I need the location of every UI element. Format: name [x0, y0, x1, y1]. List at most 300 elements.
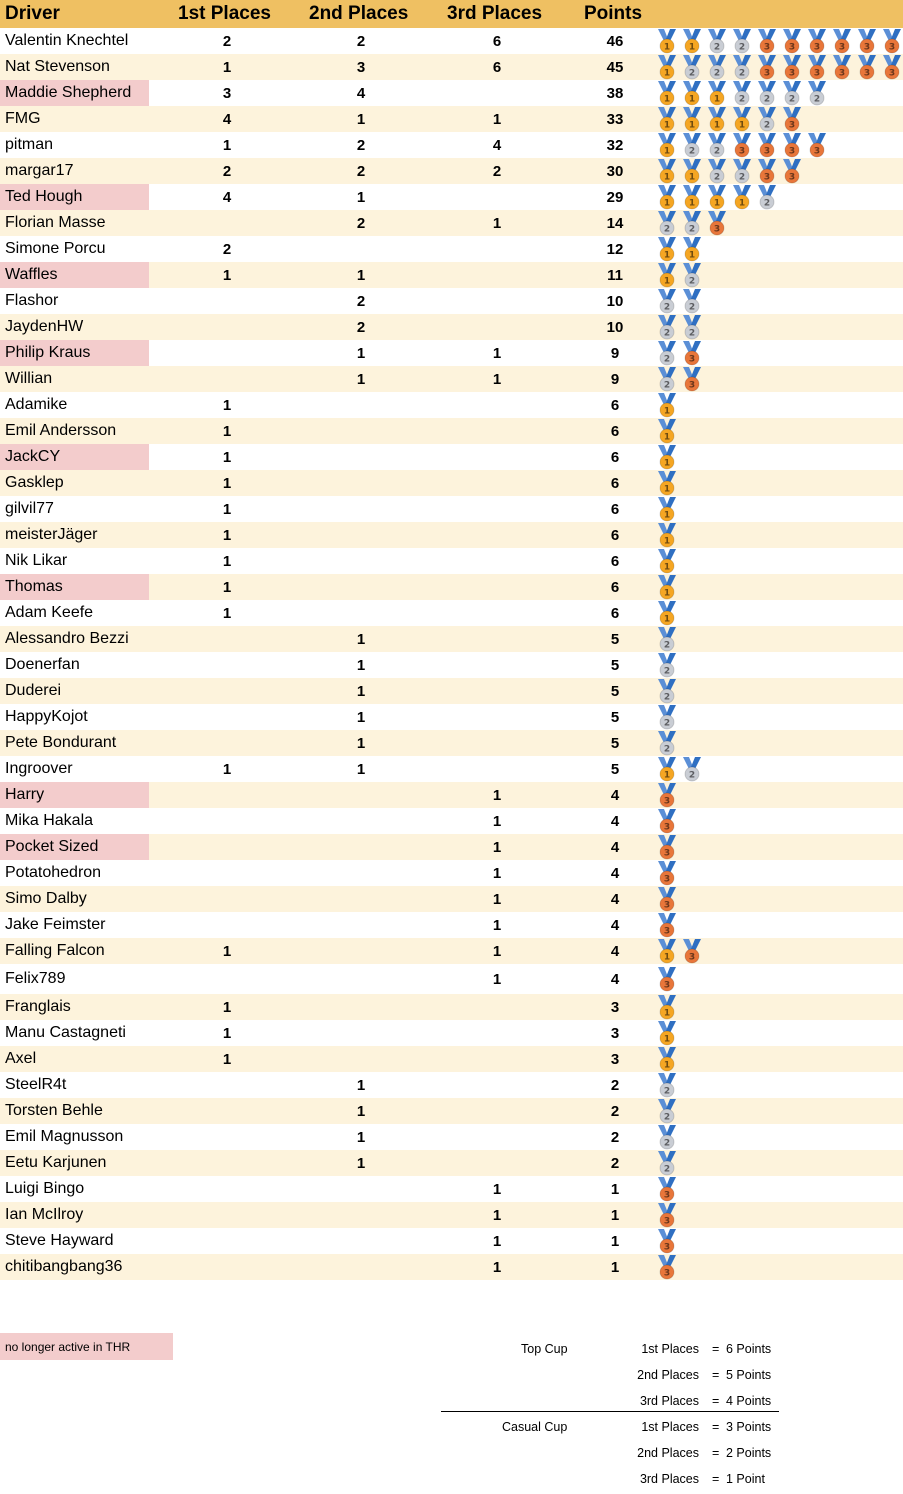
svg-text:3: 3 [663, 796, 671, 807]
silver-medal-icon [655, 1124, 680, 1150]
medal-list [655, 808, 680, 834]
silver-medal-icon [805, 80, 830, 106]
driver-name: Gasklep [5, 474, 64, 491]
first-places-count [197, 652, 257, 678]
driver-name: Steve Hayward [5, 1232, 114, 1249]
gold-medal-icon [680, 80, 705, 106]
svg-text:3: 3 [838, 68, 846, 79]
silver-medal-icon [655, 340, 680, 366]
silver-medal-icon [680, 132, 705, 158]
driver-name: Maddie Shepherd [0, 80, 149, 106]
first-places-count: 1 [222, 266, 232, 284]
table-row [0, 106, 903, 132]
driver-name: Ted Hough [0, 184, 149, 210]
silver-medal-icon [680, 54, 705, 80]
driver-name: pitman [5, 136, 54, 153]
casual-cup-points-2: 2 Points [726, 1446, 772, 1460]
second-places-count [331, 860, 391, 886]
svg-text:1: 1 [713, 94, 721, 105]
points-total: 4 [610, 890, 620, 908]
gold-medal-icon [655, 54, 680, 80]
casual-cup-place-1: 1st Places [641, 1420, 699, 1434]
first-places-count: 1 [222, 942, 232, 960]
second-places-count [331, 1228, 391, 1254]
table-row [0, 678, 903, 704]
first-places-count: 1 [222, 1024, 232, 1042]
medal-list [655, 158, 805, 184]
second-places-count [331, 574, 391, 600]
third-places-count [467, 522, 527, 548]
third-places-count: 1 [492, 786, 502, 804]
first-places-count: 1 [222, 58, 232, 76]
driver-name: Ingroover [5, 760, 73, 777]
casual-cup-place-2: 2nd Places [637, 1446, 699, 1460]
inactive-legend-label: no longer active in THR [5, 1339, 131, 1354]
svg-text:3: 3 [663, 874, 671, 885]
points-total: 2 [610, 1076, 620, 1094]
table-row [0, 704, 903, 730]
first-places-count: 1 [222, 526, 232, 544]
first-places-count: 1 [222, 474, 232, 492]
divider [441, 1411, 779, 1412]
first-places-count: 1 [222, 1050, 232, 1068]
first-places-count: 1 [222, 604, 232, 622]
bronze-medal-icon [655, 782, 680, 808]
gold-medal-icon [680, 184, 705, 210]
svg-text:2: 2 [663, 1164, 671, 1175]
table-row [0, 28, 903, 54]
points-total: 33 [606, 110, 624, 128]
svg-text:2: 2 [688, 146, 696, 157]
svg-text:2: 2 [688, 302, 696, 313]
svg-text:1: 1 [688, 250, 696, 261]
third-places-count [467, 548, 527, 574]
points-total: 32 [606, 136, 624, 154]
header-points: Points [584, 3, 643, 24]
gold-medal-icon [655, 106, 680, 132]
points-total: 5 [610, 682, 620, 700]
second-places-count: 1 [356, 734, 366, 752]
driver-name: Luigi Bingo [5, 1180, 85, 1197]
svg-text:3: 3 [838, 42, 846, 53]
medal-list [655, 548, 680, 574]
points-total: 45 [606, 58, 624, 76]
table-row [0, 652, 903, 678]
medal-list [655, 782, 680, 808]
silver-medal-icon [705, 28, 730, 54]
points-total: 6 [610, 500, 620, 518]
bronze-medal-icon [655, 1228, 680, 1254]
gold-medal-icon [655, 236, 680, 262]
second-places-count: 2 [356, 162, 366, 180]
driver-name: HappyKojot [5, 708, 88, 725]
svg-text:3: 3 [663, 1268, 671, 1279]
medal-list [655, 652, 680, 678]
equals-sign: = [712, 1368, 720, 1382]
casual-cup-points-1: 3 Points [726, 1420, 772, 1434]
gold-medal-icon [680, 236, 705, 262]
medal-list [655, 80, 830, 106]
svg-text:2: 2 [663, 224, 671, 235]
svg-text:2: 2 [663, 744, 671, 755]
gold-medal-icon [655, 1046, 680, 1072]
svg-text:1: 1 [663, 588, 671, 599]
svg-text:2: 2 [663, 354, 671, 365]
points-total: 5 [610, 760, 620, 778]
table-row [0, 1072, 903, 1098]
second-places-count [331, 418, 391, 444]
silver-medal-icon [705, 158, 730, 184]
svg-text:3: 3 [763, 68, 771, 79]
svg-text:2: 2 [663, 718, 671, 729]
bronze-medal-icon [780, 158, 805, 184]
gold-medal-icon [655, 496, 680, 522]
third-places-count [467, 288, 527, 314]
driver-name: Falling Falcon [5, 942, 105, 959]
table-row [0, 834, 903, 860]
gold-medal-icon [655, 938, 680, 964]
svg-text:1: 1 [663, 146, 671, 157]
top-cup-label: Top Cup [521, 1342, 568, 1356]
top-cup-place-2: 2nd Places [637, 1368, 699, 1382]
first-places-count: 1 [222, 998, 232, 1016]
gold-medal-icon [655, 994, 680, 1020]
points-total: 4 [610, 942, 620, 960]
bronze-medal-icon [730, 132, 755, 158]
third-places-count [467, 626, 527, 652]
equals-sign: = [712, 1472, 720, 1486]
gold-medal-icon [655, 262, 680, 288]
second-places-count [331, 964, 391, 994]
silver-medal-icon [655, 704, 680, 730]
driver-name: Harry [0, 782, 149, 808]
medal-list [655, 496, 680, 522]
points-total: 38 [606, 84, 624, 102]
points-total: 5 [610, 734, 620, 752]
svg-text:1: 1 [663, 770, 671, 781]
third-places-count [467, 236, 527, 262]
medal-list [655, 314, 705, 340]
points-total: 6 [610, 604, 620, 622]
second-places-count: 2 [356, 318, 366, 336]
svg-text:1: 1 [663, 406, 671, 417]
svg-text:3: 3 [663, 1216, 671, 1227]
bronze-medal-icon [755, 132, 780, 158]
medal-list [655, 574, 680, 600]
second-places-count: 1 [356, 110, 366, 128]
bronze-medal-icon [655, 1176, 680, 1202]
svg-text:2: 2 [713, 172, 721, 183]
points-total: 2 [610, 1154, 620, 1172]
svg-text:3: 3 [788, 68, 796, 79]
svg-text:2: 2 [713, 68, 721, 79]
third-places-count [467, 1124, 527, 1150]
points-total: 1 [610, 1258, 620, 1276]
driver-name: Emil Magnusson [5, 1128, 124, 1145]
medal-list [655, 886, 680, 912]
driver-name: Willian [5, 370, 53, 387]
points-total: 46 [606, 32, 624, 50]
second-places-count [331, 548, 391, 574]
svg-text:2: 2 [663, 328, 671, 339]
casual-cup-place-3: 3rd Places [639, 1472, 699, 1486]
first-places-count: 3 [222, 84, 232, 102]
gold-medal-icon [655, 132, 680, 158]
bronze-medal-icon [655, 1254, 680, 1280]
medal-list [655, 1254, 680, 1280]
svg-text:2: 2 [663, 640, 671, 651]
svg-text:3: 3 [663, 822, 671, 833]
driver-name: gilvil77 [5, 500, 54, 517]
third-places-count [467, 496, 527, 522]
header-driver: Driver [5, 3, 60, 24]
bronze-medal-icon [830, 28, 855, 54]
driver-name: Mika Hakala [5, 812, 94, 829]
table-row [0, 340, 903, 366]
points-total: 6 [610, 526, 620, 544]
table-row [0, 626, 903, 652]
medal-list [655, 1072, 680, 1098]
table-row [0, 444, 903, 470]
medal-list [655, 28, 903, 54]
medal-list [655, 236, 705, 262]
svg-text:1: 1 [663, 1060, 671, 1071]
first-places-count [197, 1150, 257, 1176]
points-total: 4 [610, 916, 620, 934]
svg-text:2: 2 [813, 94, 821, 105]
silver-medal-icon [655, 288, 680, 314]
svg-text:1: 1 [688, 198, 696, 209]
driver-name: Adam Keefe [5, 604, 94, 621]
third-places-count [467, 80, 527, 106]
equals-sign: = [712, 1394, 720, 1408]
medal-list [655, 1228, 680, 1254]
first-places-count [197, 730, 257, 756]
second-places-count: 2 [356, 214, 366, 232]
table-row [0, 366, 903, 392]
medal-list [655, 262, 705, 288]
svg-text:3: 3 [863, 68, 871, 79]
table-row [0, 210, 903, 236]
svg-text:3: 3 [888, 42, 896, 53]
third-places-count [467, 574, 527, 600]
third-places-count: 1 [492, 110, 502, 128]
third-places-count: 6 [492, 32, 502, 50]
top-cup-points-2: 5 Points [726, 1368, 772, 1382]
svg-text:2: 2 [688, 276, 696, 287]
svg-text:3: 3 [738, 146, 746, 157]
driver-name: JaydenHW [5, 318, 84, 335]
driver-name: Ian McIlroy [5, 1206, 84, 1223]
svg-text:1: 1 [688, 42, 696, 53]
svg-text:1: 1 [663, 562, 671, 573]
casual-cup-points-3: 1 Point [726, 1472, 765, 1486]
svg-text:3: 3 [663, 1242, 671, 1253]
table-row [0, 600, 903, 626]
svg-text:2: 2 [738, 172, 746, 183]
silver-medal-icon [655, 1150, 680, 1176]
svg-text:1: 1 [688, 172, 696, 183]
table-row [0, 288, 903, 314]
bronze-medal-icon [655, 808, 680, 834]
points-total: 1 [610, 1206, 620, 1224]
medal-list [655, 678, 680, 704]
table-row [0, 994, 903, 1020]
second-places-count [331, 444, 391, 470]
first-places-count [197, 964, 257, 994]
second-places-count: 1 [356, 708, 366, 726]
table-row [0, 782, 903, 808]
inactive-legend [0, 1333, 173, 1360]
bronze-medal-icon [855, 28, 880, 54]
table-row [0, 808, 903, 834]
medal-list [655, 392, 680, 418]
silver-medal-icon [655, 678, 680, 704]
gold-medal-icon [655, 600, 680, 626]
second-places-count [331, 808, 391, 834]
second-places-count: 1 [356, 760, 366, 778]
first-places-count [197, 626, 257, 652]
first-places-count [197, 210, 257, 236]
second-places-count: 1 [356, 1154, 366, 1172]
table-row [0, 1254, 903, 1280]
svg-text:2: 2 [688, 328, 696, 339]
points-total: 2 [610, 1128, 620, 1146]
driver-name: Franglais [5, 998, 71, 1015]
casual-cup-label: Casual Cup [502, 1420, 568, 1434]
svg-text:3: 3 [788, 120, 796, 131]
third-places-count [467, 1098, 527, 1124]
equals-sign: = [712, 1446, 720, 1460]
svg-text:1: 1 [663, 952, 671, 963]
second-places-count [331, 496, 391, 522]
silver-medal-icon [680, 756, 705, 782]
third-places-count: 2 [492, 162, 502, 180]
svg-text:3: 3 [688, 952, 696, 963]
silver-medal-icon [655, 1098, 680, 1124]
silver-medal-icon [730, 28, 755, 54]
bronze-medal-icon [655, 886, 680, 912]
gold-medal-icon [655, 80, 680, 106]
top-cup-place-3: 3rd Places [639, 1394, 699, 1408]
first-places-count [197, 1202, 257, 1228]
table-row [0, 1176, 903, 1202]
first-places-count [197, 886, 257, 912]
third-places-count [467, 470, 527, 496]
svg-text:1: 1 [663, 276, 671, 287]
svg-text:1: 1 [663, 198, 671, 209]
table-row [0, 392, 903, 418]
points-total: 6 [610, 422, 620, 440]
third-places-count: 1 [492, 812, 502, 830]
medal-list [655, 1176, 680, 1202]
first-places-count [197, 912, 257, 938]
points-total: 1 [610, 1180, 620, 1198]
points-total: 14 [606, 214, 624, 232]
first-places-count [197, 782, 257, 808]
bronze-medal-icon [780, 28, 805, 54]
driver-name: Thomas [0, 574, 149, 600]
table-row [0, 1124, 903, 1150]
bronze-medal-icon [805, 28, 830, 54]
points-total: 10 [606, 318, 624, 336]
svg-text:3: 3 [888, 68, 896, 79]
points-total: 11 [607, 266, 623, 284]
svg-text:3: 3 [763, 42, 771, 53]
table-row [0, 1150, 903, 1176]
bronze-medal-icon [780, 106, 805, 132]
medal-list [655, 834, 680, 860]
medal-list [655, 184, 780, 210]
third-places-count [467, 600, 527, 626]
driver-name: Alessandro Bezzi [5, 630, 129, 647]
table-row [0, 158, 903, 184]
driver-name: Eetu Karjunen [5, 1154, 107, 1171]
table-row [0, 418, 903, 444]
silver-medal-icon [730, 80, 755, 106]
third-places-count: 1 [492, 864, 502, 882]
silver-medal-icon [680, 262, 705, 288]
second-places-count: 1 [356, 370, 366, 388]
svg-text:2: 2 [663, 1086, 671, 1097]
gold-medal-icon [655, 444, 680, 470]
medal-list [655, 522, 680, 548]
svg-text:1: 1 [663, 42, 671, 53]
second-places-count [331, 1046, 391, 1072]
bronze-medal-icon [655, 834, 680, 860]
third-places-count [467, 704, 527, 730]
first-places-count [197, 1176, 257, 1202]
points-total: 4 [610, 786, 620, 804]
svg-text:2: 2 [763, 94, 771, 105]
silver-medal-icon [655, 626, 680, 652]
points-total: 2 [610, 1102, 620, 1120]
silver-medal-icon [680, 210, 705, 236]
driver-name: Emil Andersson [5, 422, 117, 439]
svg-text:2: 2 [688, 68, 696, 79]
medal-list [655, 704, 680, 730]
bronze-medal-icon [655, 860, 680, 886]
silver-medal-icon [680, 314, 705, 340]
first-places-count: 1 [222, 136, 232, 154]
points-total: 3 [610, 1050, 620, 1068]
svg-text:2: 2 [688, 224, 696, 235]
medal-list [655, 938, 705, 964]
first-places-count [197, 704, 257, 730]
svg-text:2: 2 [663, 380, 671, 391]
second-places-count [331, 600, 391, 626]
bronze-medal-icon [855, 54, 880, 80]
medal-list [655, 54, 903, 80]
table-row [0, 262, 903, 288]
third-places-count: 1 [492, 890, 502, 908]
third-places-count [467, 730, 527, 756]
medal-list [655, 340, 705, 366]
first-places-count: 2 [222, 32, 232, 50]
second-places-count [331, 994, 391, 1020]
driver-name: margar17 [5, 162, 74, 179]
driver-name: Duderei [5, 682, 62, 699]
driver-name: Torsten Behle [5, 1102, 103, 1119]
bronze-medal-icon [780, 54, 805, 80]
table-row [0, 470, 903, 496]
gold-medal-icon [730, 184, 755, 210]
second-places-count [331, 1202, 391, 1228]
bronze-medal-icon [680, 938, 705, 964]
equals-sign: = [712, 1342, 720, 1356]
standings-table [0, 28, 903, 1280]
medal-list [655, 470, 680, 496]
